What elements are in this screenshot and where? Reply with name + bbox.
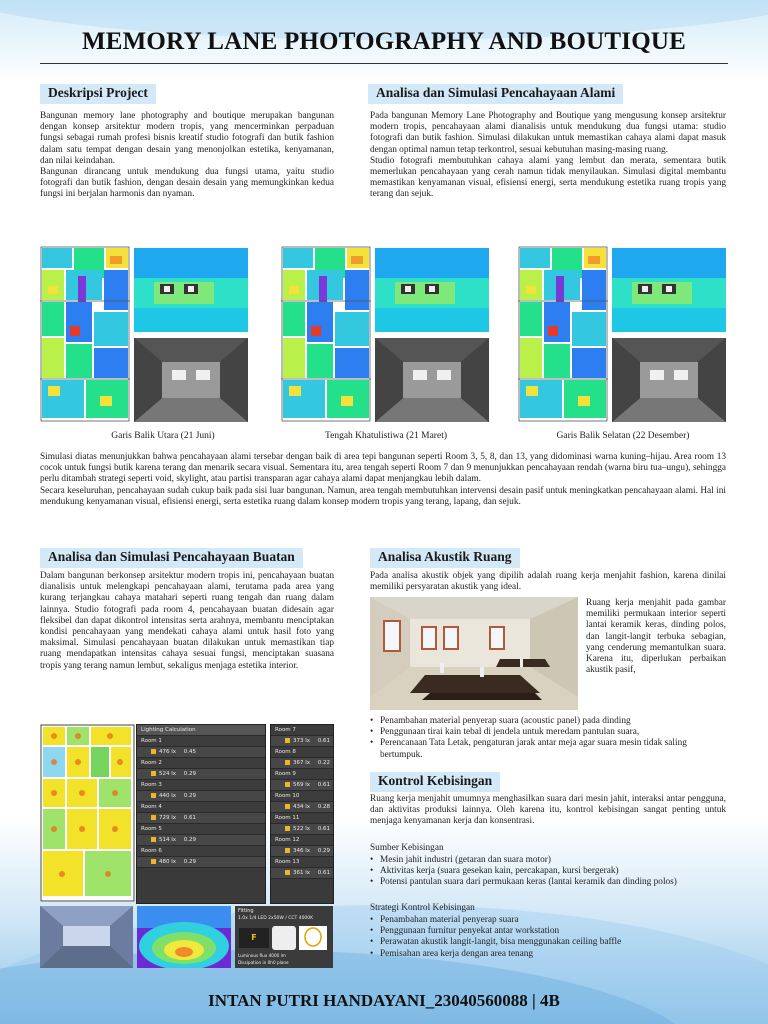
calc-room-row[interactable] bbox=[271, 791, 333, 802]
working-plane-icon bbox=[285, 826, 290, 831]
bullet-item: • Perencanaan Tata Letak, pengaturan jarak antar meja agar suara mesin tidak saling bertumpuk. bbox=[370, 738, 726, 760]
bullet-item: • Pemisahan area kerja dengan area tenang bbox=[370, 949, 726, 960]
deskripsi-paragraph-2: Bangunan dirancang untuk mendukung dua fungsi utama, yaitu studio fotografi dan butik fashion, dengan desain desain yang memungkinkan kedua fungsi ini berjalan harmonis dan nyaman. bbox=[40, 167, 334, 200]
calc-room-row[interactable] bbox=[137, 802, 265, 813]
fitting-meta-1: Luminous flux 4000 lm bbox=[238, 953, 286, 958]
calc-result-row bbox=[271, 758, 333, 769]
artificial-lighting-falsecolor-render bbox=[137, 906, 231, 968]
bullet-item: • Penambahan material penyerap suara (acoustic panel) pada dinding bbox=[370, 716, 726, 727]
bullet-item: • Mesin jahit industri (getaran dan suara motor) bbox=[370, 855, 726, 866]
calc-room-label: Room 4 bbox=[141, 804, 162, 810]
simulation-paragraph-2: Secara keseluruhan, pencahayaan sudah cukup baik pada sisi luar bangunan. Namun, area tengah membutuhkan intervensi desain pasif untuk meningkatkan pencahayaan alami. Hal ini mendukung kenyamanan visual, efisiensi energi, serta estetika ruang dalam konsep modern tropis yang terang, lapang, dan sejuk. bbox=[40, 485, 726, 507]
calc-result-row bbox=[271, 802, 333, 813]
calc-room-row[interactable] bbox=[271, 813, 333, 824]
bullet-item: • Potensi pantulan suara dari permukaan keras (lantai keramik dan dinding polos) bbox=[370, 877, 726, 888]
calc-room-row[interactable] bbox=[137, 780, 265, 791]
calc-lux-value: 346 lx bbox=[293, 848, 311, 854]
bullet-item: • Penggunaan furnitur penyekat antar workstation bbox=[370, 926, 726, 937]
akustik-intro: Pada analisa akustik objek yang dipilih adalah ruang kerja menjahit fashion, karena dinilai memiliki persyaratan akustik yang ideal. bbox=[370, 571, 726, 593]
working-plane-icon bbox=[285, 760, 290, 765]
fitting-meta-2: Dissipation in 0h0 plane bbox=[238, 960, 289, 965]
calc-room-label: Room 9 bbox=[275, 771, 296, 777]
calc-lux-value: 729 lx bbox=[159, 815, 177, 821]
calc-room-label: Room 6 bbox=[141, 848, 162, 854]
calc-uniformity-value: 0.22 bbox=[317, 760, 331, 766]
heading-pencahayaan-buatan: Analisa dan Simulasi Pencahayaan Buatan bbox=[40, 548, 303, 568]
working-plane-icon bbox=[285, 870, 290, 875]
calc-uniformity-value: 0.61 bbox=[183, 815, 197, 821]
sim-caption-1: Garis Balik Utara (21 Juni) bbox=[111, 431, 215, 441]
bullet-item: • Perawatan akustik langit-langit, bisa menggunakan ceiling baffle bbox=[370, 937, 726, 948]
luminaire-thumbnails bbox=[239, 926, 329, 950]
calc-uniformity-value: 0.29 bbox=[317, 848, 331, 854]
working-plane-icon bbox=[151, 859, 156, 864]
calc-room-label: Room 13 bbox=[275, 859, 300, 865]
deskripsi-paragraph-1: Bangunan memory lane photography and boutique merupakan bangunan dengan konsep arsitektur modern tropis, yang mencerminkan perpaduan fungsi sebagai rumah profesi bisnis kreatif studio fotografi dan butik fashion dalam satu tempat dengan desain yang menonjolkan estetika, kenyamanan, dan nilai keindahan. bbox=[40, 111, 334, 166]
calc-result-row bbox=[271, 868, 333, 879]
calc-room-row[interactable] bbox=[137, 824, 265, 835]
calc-lux-value: 522 lx bbox=[293, 826, 311, 832]
working-plane-icon bbox=[151, 749, 156, 754]
simulation-summary bbox=[40, 452, 726, 508]
working-plane-icon bbox=[285, 782, 290, 787]
luminaire-distribution bbox=[299, 926, 327, 950]
calc-lux-value: 367 lx bbox=[293, 760, 311, 766]
calc-room-row[interactable] bbox=[137, 846, 265, 857]
calc-result-row bbox=[137, 769, 265, 780]
calc-uniformity-value: 0.45 bbox=[183, 749, 197, 755]
daylight-sim-group bbox=[40, 246, 248, 426]
calc-result-row bbox=[271, 846, 333, 857]
artificial-lighting-floorplan bbox=[40, 724, 135, 902]
working-plane-icon bbox=[151, 815, 156, 820]
calc-result-row bbox=[137, 857, 265, 868]
calc-uniformity-value: 0.61 bbox=[317, 826, 331, 832]
calc-room-row[interactable] bbox=[271, 725, 333, 736]
daylight-sim-group bbox=[281, 246, 489, 426]
alami-paragraph-1: Pada bangunan Memory Lane Photography and Boutique yang mengusung konsep arsitektur modern tropis, pencahayaan alami dianalisis untuk mendukung dua fungsi utama: studio fotografi dan butik fashion. Simulasi dilakukan untuk memastikan cahaya alami dapat masuk dengan optimal namun tetap terkontrol, sesuai kebutuhan masing-masing ruang. bbox=[370, 111, 726, 155]
sumber-kebisingan-list bbox=[370, 855, 726, 889]
akustik-bullets bbox=[370, 716, 726, 761]
calc-lux-value: 434 lx bbox=[293, 804, 311, 810]
heading-akustik-ruang: Analisa Akustik Ruang bbox=[370, 548, 520, 568]
sim-caption-3: Garis Balik Selatan (22 Desember) bbox=[556, 431, 690, 441]
calc-result-row bbox=[137, 835, 265, 846]
fitting-label: Fitting bbox=[238, 908, 254, 914]
calc-result-row bbox=[137, 791, 265, 802]
calc-uniformity-value: 0.28 bbox=[317, 804, 331, 810]
calc-room-label: Room 10 bbox=[275, 793, 300, 799]
calc-room-label: Room 2 bbox=[141, 760, 162, 766]
working-plane-icon bbox=[285, 738, 290, 743]
bullet-item: • Penggunaan tirai kain tebal di jendela untuk meredam pantulan suara, bbox=[370, 727, 726, 738]
bullet-item: • Penambahan material penyerap suara bbox=[370, 915, 726, 926]
luminaire-photo bbox=[272, 926, 296, 950]
calc-result-row bbox=[271, 824, 333, 835]
calc-uniformity-value: 0.61 bbox=[317, 738, 331, 744]
calc-room-label: Room 1 bbox=[141, 738, 162, 744]
calc-result-row bbox=[137, 813, 265, 824]
calc-room-label: Room 8 bbox=[275, 749, 296, 755]
lighting-calc-panel-right bbox=[270, 724, 334, 904]
buatan-text bbox=[40, 571, 334, 672]
calc-uniformity-value: 0.61 bbox=[317, 870, 331, 876]
title-divider bbox=[40, 63, 728, 64]
calc-uniformity-value: 0.29 bbox=[183, 837, 197, 843]
calc-uniformity-value: 0.29 bbox=[183, 771, 197, 777]
calc-room-row[interactable] bbox=[271, 835, 333, 846]
deskripsi-text bbox=[40, 111, 334, 201]
calc-lux-value: 476 lx bbox=[159, 749, 177, 755]
calc-room-row[interactable] bbox=[137, 736, 265, 747]
heading-pencahayaan-alami: Analisa dan Simulasi Pencahayaan Alami bbox=[368, 84, 623, 104]
working-plane-icon bbox=[151, 771, 156, 776]
working-plane-icon bbox=[151, 837, 156, 842]
calc-lux-value: 361 lx bbox=[293, 870, 311, 876]
calc-panel-title: Lighting Calculation bbox=[137, 725, 265, 736]
calc-room-label: Room 7 bbox=[275, 727, 296, 733]
luminaire-data-panel bbox=[235, 906, 333, 968]
strategi-kontrol-label: Strategi Kontrol Kebisingan bbox=[370, 903, 475, 913]
calc-result-row bbox=[271, 780, 333, 791]
artificial-lighting-interior-render bbox=[40, 906, 133, 968]
calc-lux-value: 440 lx bbox=[159, 793, 177, 799]
calc-lux-value: 524 lx bbox=[159, 771, 177, 777]
calc-room-label: Room 5 bbox=[141, 826, 162, 832]
calc-lux-value: 514 lx bbox=[159, 837, 177, 843]
calc-uniformity-value: 0.29 bbox=[183, 859, 197, 865]
calc-room-label: Room 11 bbox=[275, 815, 300, 821]
calc-result-row bbox=[271, 736, 333, 747]
working-plane-icon bbox=[285, 848, 290, 853]
kebisingan-intro: Ruang kerja menjahit umumnya menghasilkan suara dari mesin jahit, interaksi antar pengguna, dan aktivitas produksi lainnya. Oleh karena itu, kontrol kebisingan sangat penting untuk menjaga kenyamanan kerja dan konsentrasi. bbox=[370, 794, 726, 827]
strategi-kontrol-list bbox=[370, 915, 726, 960]
daylight-sim-group bbox=[518, 246, 726, 426]
calc-result-row bbox=[137, 747, 265, 758]
calc-room-label: Room 3 bbox=[141, 782, 162, 788]
alami-paragraph-2: Studio fotografi membutuhkan cahaya alami yang lembut dan merata, sementara butik memerlukan pencahayaan yang cerah namun tidak menyilaukan. Simulasi digital membantu memastikan kenyamanan visual, efisiensi energi, serta mendukung estetika ruang tropis yang terang dan sejuk. bbox=[370, 155, 726, 200]
sewing-room-photo bbox=[370, 597, 578, 710]
lighting-calc-panel-left bbox=[136, 724, 266, 904]
heading-kontrol-kebisingan: Kontrol Kebisingan bbox=[370, 772, 500, 792]
sim-caption-2: Tengah Khatulistiwa (21 Maret) bbox=[324, 431, 447, 441]
calc-room-row[interactable] bbox=[271, 857, 333, 868]
bullet-item: • Aktivitas kerja (suara gesekan kain, percakapan, kursi bergerak) bbox=[370, 866, 726, 877]
calc-right-rows bbox=[271, 725, 333, 879]
sumber-kebisingan-label: Sumber Kebisingan bbox=[370, 843, 444, 853]
calc-left-rows bbox=[137, 736, 265, 868]
alami-text bbox=[370, 111, 726, 201]
calc-room-row[interactable] bbox=[271, 747, 333, 758]
calc-lux-value: 373 lx bbox=[293, 738, 311, 744]
simulation-paragraph-1: Simulasi diatas menunjukkan bahwa pencahayaan alami tersebar dengan baik di area tepi bangunan seperti Room 3, 5, 8, dan 13, yang didominasi warna kuning–hijau. Area room 13 cocok untuk fungsi butik karena terang dan menarik secara visual. Sementara itu, area tengah seperti Room 7 dan 9 menunjukkan pencahayaan rendah (warna biru tua–ungu), sehingga perlu ditambah strategi seperti void, skylight, atau partisi transparan agar cahaya alami dapat menjangkau lebih dalam. bbox=[40, 452, 726, 485]
calc-uniformity-value: 0.29 bbox=[183, 793, 197, 799]
working-plane-icon bbox=[151, 793, 156, 798]
calc-lux-value: 480 lx bbox=[159, 859, 177, 865]
fitting-note: 1.0x 1/4 LED 2x50W / CCT 4000K bbox=[238, 916, 314, 921]
calc-lux-value: 569 lx bbox=[293, 782, 311, 788]
luminaire-logo: F bbox=[239, 928, 269, 948]
author-footer: INTAN PUTRI HANDAYANI_23040560088 | 4B bbox=[208, 991, 560, 1010]
page-title: MEMORY LANE PHOTOGRAPHY AND BOUTIQUE bbox=[81, 28, 687, 55]
buatan-paragraph-1: Dalam bangunan berkonsep arsitektur modern tropis ini, pencahayaan buatan dianalisis untuk melengkapi pencahayaan alami, terutama pada area yang kurang terjangkau cahaya matahari seperti ruang tengah dan ruang dalam lainnya. Studio fotografi pada room 4, pencahayaan buatan didesain agar fleksibel dan dapat dikontrol intensitas serta arahnya, membantu menciptakan kondisi pencahayaan yang mendekati cahaya alami untuk hasil foto yang maksimal. Simulasi pencahayaan buatan dilakukan untuk memastikan tiap ruang mendapatkan intensitas cahaya sesuai fungsi, menciptakan suasana tropis yang terang namun lembut, sekaligus menjaga estetika interior. bbox=[40, 571, 334, 671]
calc-uniformity-value: 0.61 bbox=[317, 782, 331, 788]
calc-room-label: Room 12 bbox=[275, 837, 300, 843]
akustik-side-text: Ruang kerja menjahit pada gambar memiliki permukaan interior seperti lantai keramik keras, dinding polos, dan langit-langit terbuka sebagian, yang cenderung memantulkan suara. Karena itu, diperlukan perbaikan akustik pasif, bbox=[586, 598, 726, 676]
calc-room-row[interactable] bbox=[271, 769, 333, 780]
calc-room-row[interactable] bbox=[137, 758, 265, 769]
heading-deskripsi: Deskripsi Project bbox=[40, 84, 156, 104]
working-plane-icon bbox=[285, 804, 290, 809]
